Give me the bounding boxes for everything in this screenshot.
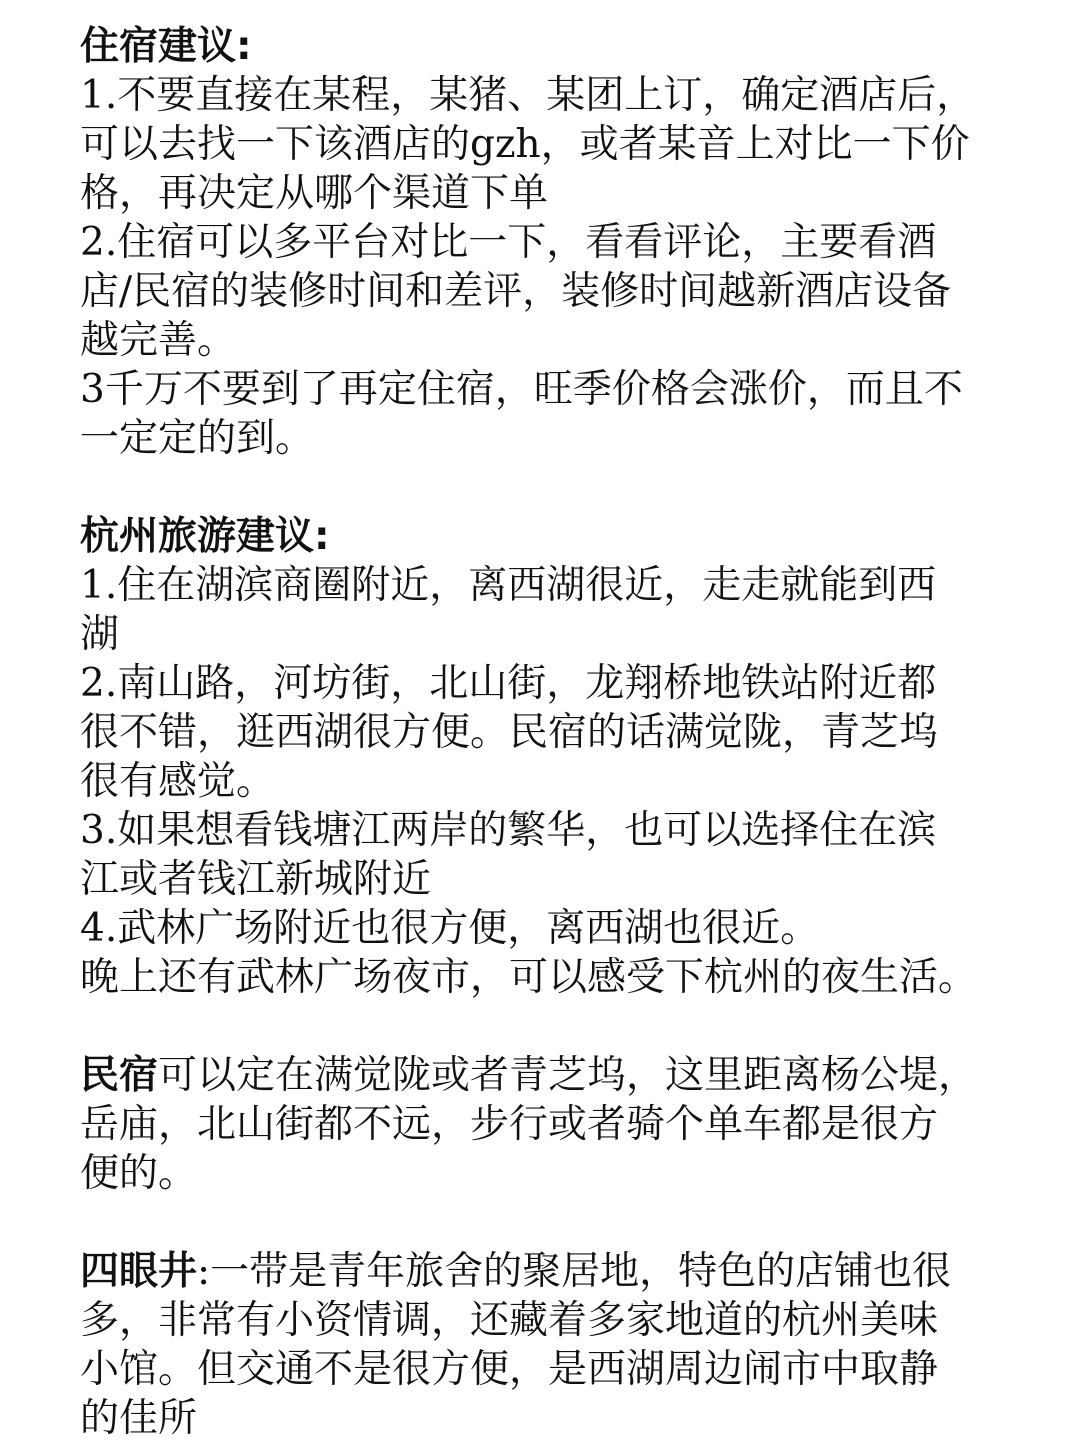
lodging-line-7: 3千万不要到了再定住宿，旺季价格会涨价，而且不 xyxy=(80,367,963,412)
lodging-line-8: 一定定的到。 xyxy=(80,416,315,461)
document-body xyxy=(80,22,1010,1443)
minsu-first-text: 可以定在满觉陇或者青芝坞，这里距离杨公堤， xyxy=(158,1053,978,1098)
siyanjing-line-1 xyxy=(80,1247,1010,1296)
siyanjing-keyword: 四眼井 xyxy=(80,1249,198,1294)
siyanjing-line-4: 的佳所 xyxy=(80,1396,198,1441)
lodging-line-3: 格，再决定从哪个渠道下单 xyxy=(80,171,549,216)
lodging-line-5: 店/民宿的装修时间和差评，装修时间越新酒店设备 xyxy=(80,269,952,314)
hangzhou-line-4: 很不错，逛西湖很方便。民宿的话满觉陇，青芝坞 xyxy=(80,710,939,755)
minsu-line-3: 便的。 xyxy=(80,1151,198,1196)
section-spacer xyxy=(80,463,1010,512)
hangzhou-line-2: 湖 xyxy=(80,612,120,657)
minsu-keyword: 民宿 xyxy=(80,1053,159,1098)
section-spacer xyxy=(80,1198,1010,1247)
lodging-line-2: 可以去找一下该酒店的gzh，或者某音上对比一下价 xyxy=(80,122,970,167)
hangzhou-line-9: 晚上还有武林广场夜市，可以感受下杭州的夜生活。 xyxy=(80,955,978,1000)
hangzhou-line-8: 4.武林广场附近也很方便，离西湖也很近。 xyxy=(80,906,820,951)
siyanjing-first-text: :一带是青年旅舍的聚居地，特色的店铺也很 xyxy=(197,1249,952,1294)
hangzhou-line-5: 很有感觉。 xyxy=(80,759,276,804)
lodging-line-6: 越完善。 xyxy=(80,318,237,363)
minsu-line-1 xyxy=(80,1051,1010,1100)
lodging-line-1: 1.不要直接在某程，某猪、某团上订，确定酒店后， xyxy=(80,73,976,118)
section-spacer xyxy=(80,1002,1010,1051)
hangzhou-line-1: 1.住在湖滨商圈附近，离西湖很近，走走就能到西 xyxy=(80,563,937,608)
siyanjing-line-3: 小馆。但交通不是很方便，是西湖周边闹市中取静 xyxy=(80,1347,939,1392)
hangzhou-line-6: 3.如果想看钱塘江两岸的繁华，也可以选择住在滨 xyxy=(80,808,937,853)
lodging-heading: 住宿建议: xyxy=(80,24,252,69)
lodging-line-4: 2.住宿可以多平台对比一下，看看评论，主要看酒 xyxy=(80,220,937,265)
hangzhou-line-7: 江或者钱江新城附近 xyxy=(80,857,432,902)
minsu-line-2: 岳庙，北山街都不远，步行或者骑个单车都是很方 xyxy=(80,1102,939,1147)
siyanjing-line-2: 多，非常有小资情调，还藏着多家地道的杭州美味 xyxy=(80,1298,939,1343)
hangzhou-heading: 杭州旅游建议: xyxy=(80,514,330,559)
hangzhou-line-3: 2.南山路，河坊街，北山街，龙翔桥地铁站附近都 xyxy=(80,661,937,706)
